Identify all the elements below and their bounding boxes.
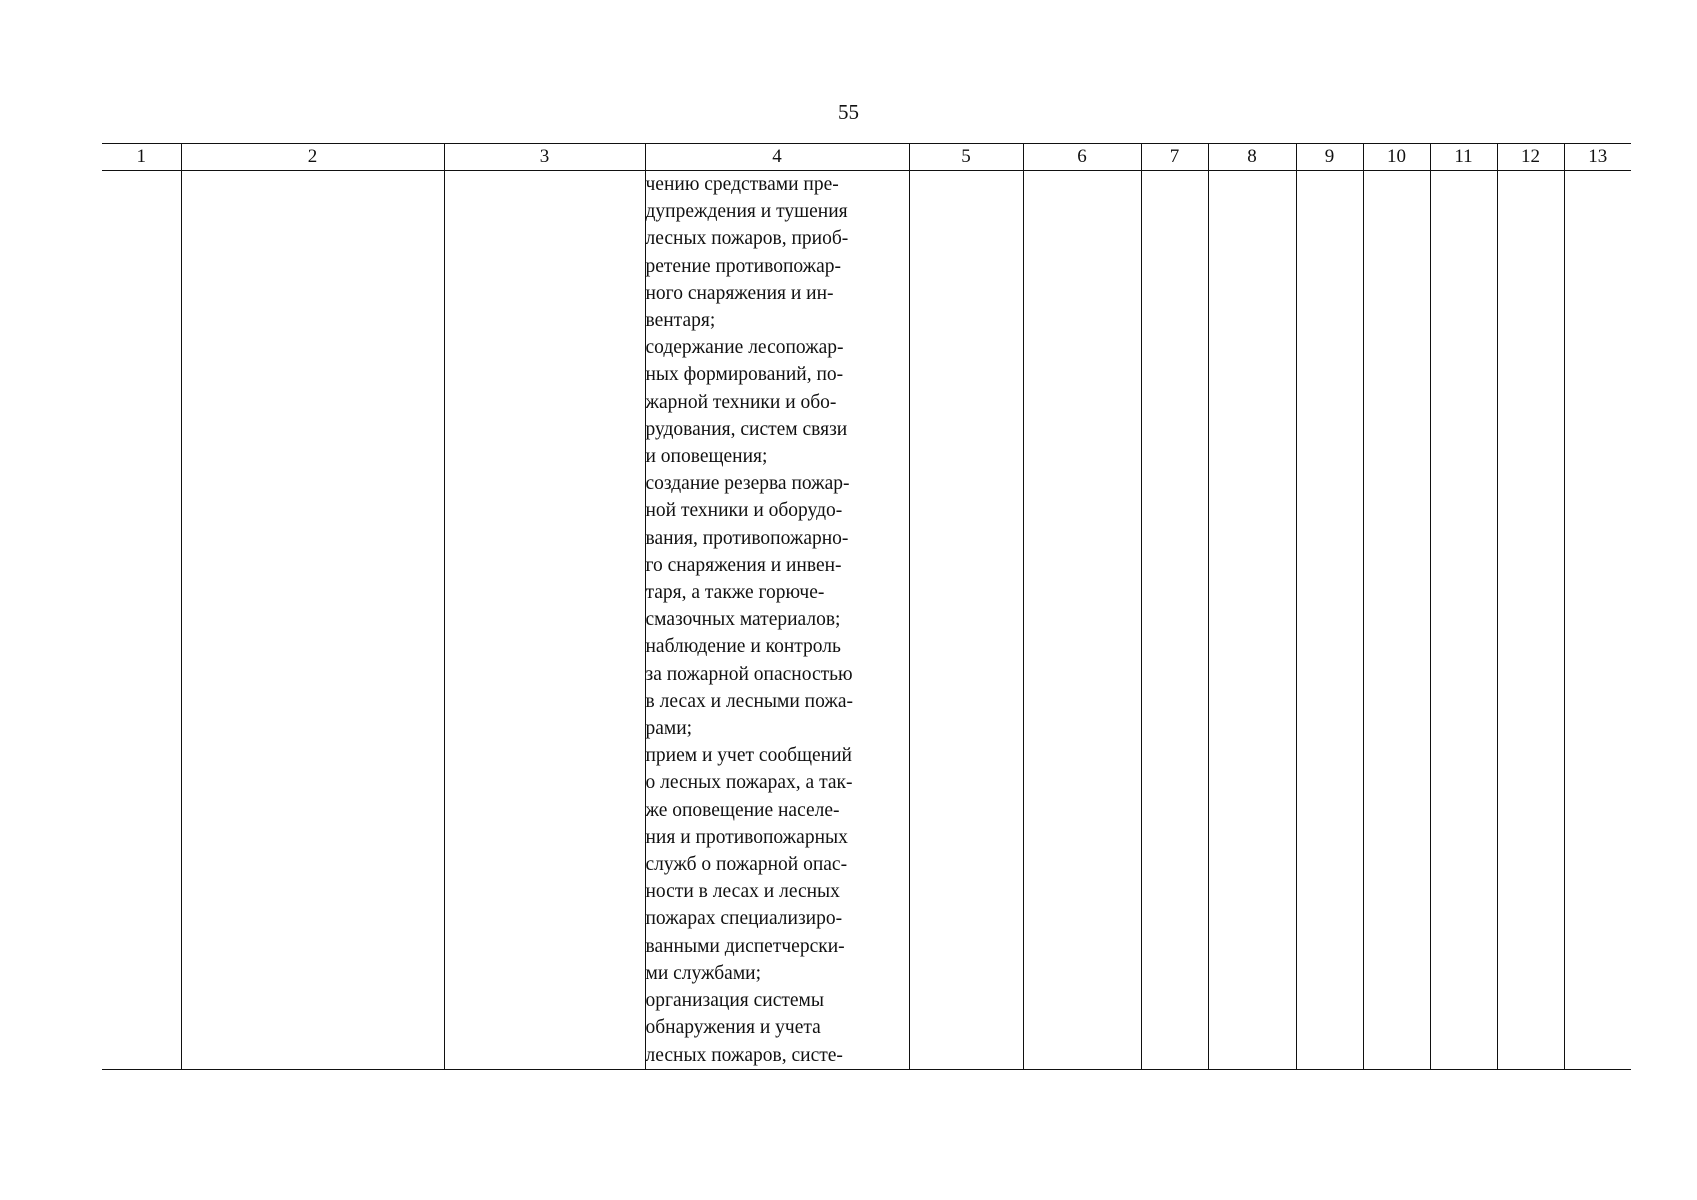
column-header-7: 7 — [1141, 144, 1208, 171]
cell-col10 — [1363, 171, 1430, 1070]
cell-col6 — [1023, 171, 1141, 1070]
cell-col9 — [1296, 171, 1363, 1070]
cell-col8 — [1208, 171, 1296, 1070]
column-header-2: 2 — [181, 144, 444, 171]
cell-col4-measures-text: чению средствами пре- дупреждения и тушения лесных пожаров, приоб- ретение противопожар- ного снаряжения и ин- вентаря; содержание лесопожар- ных формирований, по- жарной техники и обо- рудования, систем связи и оповещения; создание резерва пожар- ной техники и оборудо- вания, противопожарно- го снаряжения и инвен- таря, а также горюче- смазочных материалов; наблюдение и контроль за пожарной опасностью в лесах и лесными пожа- рами; прием и учет сообщений о лесных пожарах, а так- же оповещение населе- ния и противопожарных служб о пожарной опас- ности в лесах и лесных пожарах специализиро- ванными диспетчерски- ми службами; организация системы обнаружения и учета лесных пожаров, систе- — [645, 171, 909, 1070]
column-number-row — [102, 144, 1631, 171]
page-number: 55 — [838, 100, 859, 124]
column-header-10: 10 — [1363, 144, 1430, 171]
table-row — [102, 171, 1631, 1070]
column-header-1: 1 — [102, 144, 181, 171]
column-header-5: 5 — [909, 144, 1023, 171]
data-table — [102, 143, 1631, 1070]
column-header-9: 9 — [1296, 144, 1363, 171]
column-header-11: 11 — [1430, 144, 1497, 171]
cell-col5 — [909, 171, 1023, 1070]
cell-col13 — [1564, 171, 1631, 1070]
cell-col2 — [181, 171, 444, 1070]
cell-col7 — [1141, 171, 1208, 1070]
column-header-6: 6 — [1023, 144, 1141, 171]
cell-col1 — [102, 171, 181, 1070]
column-header-12: 12 — [1497, 144, 1564, 171]
column-header-4: 4 — [645, 144, 909, 171]
column-header-13: 13 — [1564, 144, 1631, 171]
cell-col11 — [1430, 171, 1497, 1070]
cell-col12 — [1497, 171, 1564, 1070]
column-header-8: 8 — [1208, 144, 1296, 171]
column-header-3: 3 — [444, 144, 645, 171]
cell-col3 — [444, 171, 645, 1070]
